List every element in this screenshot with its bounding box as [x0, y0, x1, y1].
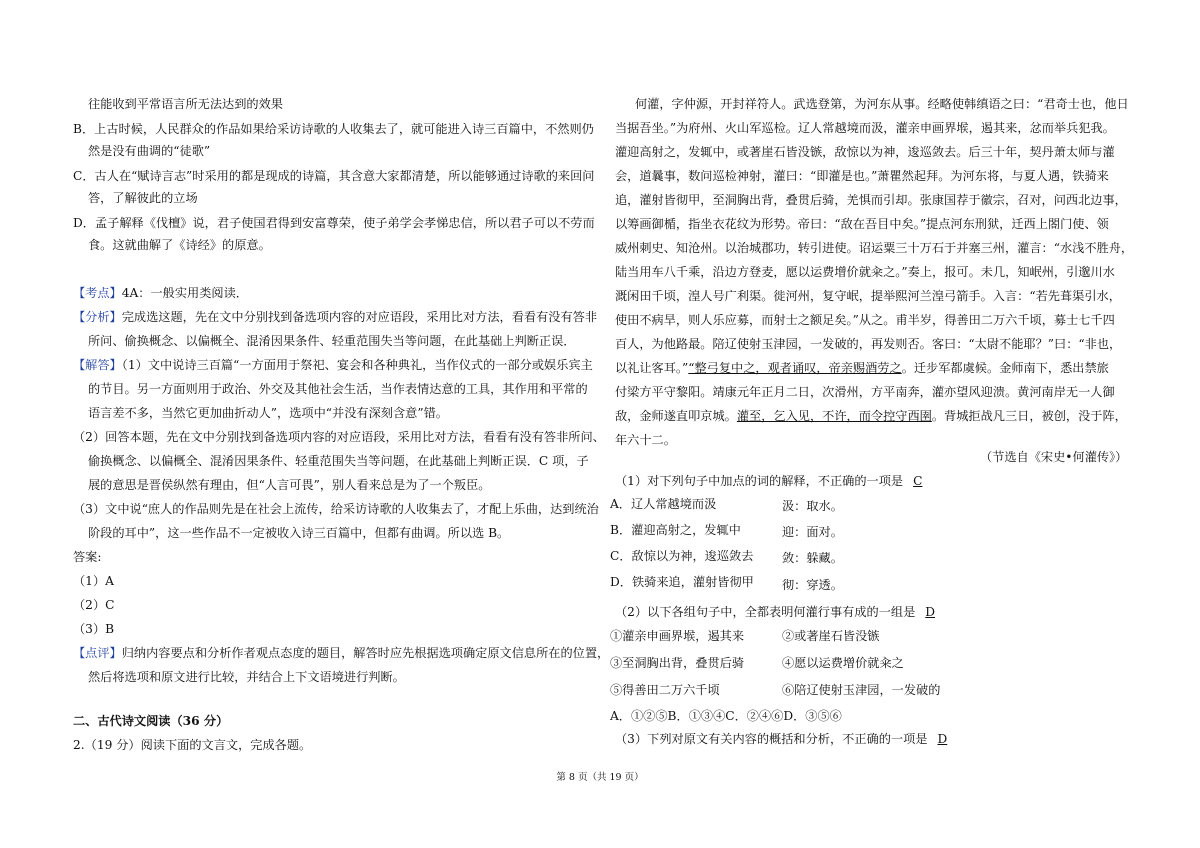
- q2-stem: [615, 604, 945, 620]
- passage-line-5: 追，灌射皆彻甲，至洞胸出背，叠贯后骑，羌惧而引却。张康国荐于徽宗，召对，问西北边事，: [615, 193, 1127, 207]
- passage-line-6: 以筹画御楯，指坐衣花纹为形势。帝曰：“敌在吾目中矣。”提点河东刑狱，迁西上閤门使、领: [615, 217, 1109, 231]
- dianping-line2: 然后将选项和原文进行比较，并结合上下文语境进行判断。: [88, 670, 405, 684]
- passage-line-14-post: 。背城拒战凡三日，被创，没于阵，: [931, 409, 1127, 423]
- passage-line-12: [615, 360, 1109, 376]
- underlined-sentence-2: 灌至，乞入见，不许，而令控守西圉: [736, 409, 932, 423]
- option-a-tail: 往能收到平常语言所无法达到的效果: [88, 97, 283, 111]
- q2-item-1: ①灌亲申画界堠，遏其来: [610, 629, 745, 643]
- q3-text: （3）下列对原文有关内容的概括和分析，不正确的一项是: [615, 732, 928, 746]
- q2-choices: A．①②⑤B．①③④C．②④⑥D．③⑤⑥: [610, 709, 842, 723]
- jieda-line8: 阶段的耳中”，这一些作品不一定被收入诗三百篇中，但都有曲调。所以选 B。: [88, 526, 510, 540]
- dianping-line1: [73, 645, 609, 661]
- kaodian-line: [73, 285, 248, 301]
- passage-line-7: 威州刺史、知沧州。以治城郡功，转引进使。诏运粟三十万石于并塞三州，灌言：“水浅不胜舟，: [615, 241, 1134, 255]
- jieda-line6: 展的意思是晋侯纵然有理由，但“人言可畏”，别人看来总是为了一个叛臣。: [88, 478, 491, 492]
- underlined-sentence-1: “整弓复中之，观者诵叹，帝亲赐酒劳之: [688, 361, 902, 375]
- jieda-line2: 的节目。另一方面则用于政治、外交及其他社会生活，当作表情达意的工具，其作用和平常的: [88, 382, 588, 396]
- option-c-line1: C．古人在“赋诗言志”时采用的都是现成的诗篇，其含意大家都清楚，所以能够通过诗歌的来回问: [73, 169, 595, 183]
- fenxi-text: 完成选这题，先在文中分别找到备选项内容的对应语段，采用比对方法，看看有没有答非: [121, 310, 598, 324]
- page-footer: 第 8 页（共 19 页）: [556, 772, 644, 783]
- q1-option-a-gloss: 汲：取水。: [782, 499, 843, 513]
- option-d-line2: 食。这就曲解了《诗经》的原意。: [88, 238, 271, 252]
- q2-item-5: ⑤得善田二万六千顷: [610, 683, 720, 697]
- question-intro: 2.（19 分）阅读下面的文言文，完成各题。: [73, 738, 312, 752]
- q2-item-2: ②或著崖石皆没镞: [782, 629, 880, 643]
- passage-line-10: 使田不病旱，则人乐应募，而射士之额足矣。”从之。甫半岁，得善田二万六千顷，募士七千四: [615, 313, 1115, 327]
- passage-line-1: 何灌，字仲源，开封祥符人。武选登第，为河东从事。经略使韩缜语之曰：“君奇士也，他日: [635, 97, 1129, 111]
- section-title: 二、古代诗文阅读（36 分）: [73, 714, 229, 728]
- jieda-line4: （2）回答本题，先在文中分别找到备选项内容的对应语段，采用比对方法，看看有没有答非所问、: [73, 430, 605, 444]
- answer-1: （1）A: [73, 574, 114, 588]
- source-citation: （节选自《宋史•何灌传》）: [980, 450, 1128, 464]
- jieda-line5: 偷换概念、以偏概全、混淆因果条件、轻重范围失当等问题，在此基础上判断正误．C 项，子: [88, 454, 589, 468]
- q2-item-3: ③至洞胸出背，叠贯后骑: [610, 656, 745, 670]
- q2-text: （2）以下各组句子中，全都表明何灌行事有成的一组是: [615, 605, 916, 619]
- q2-item-4: ④愿以运费增价就籴之: [782, 656, 904, 670]
- passage-line-2: 当据吾坐。”为府州、火山军巡检。辽人常越境而汲，灌亲申画界堠，遏其来，忿而举兵犯我。: [615, 121, 1115, 135]
- passage-line-8: 陆当用车八千乘，沿边方登麦，愿以运费增价就籴之。”奏上，报可。未几，知岷州，引邈川水: [615, 265, 1115, 279]
- passage-line-14: [615, 408, 1127, 424]
- answer-2: （2）C: [73, 598, 115, 612]
- passage-line-12-post: 。迁步军都虞候。金师南下，悉出禁旅: [901, 361, 1109, 375]
- jieda-text: （1）文中说诗三百篇“一方面用于祭祀、宴会和各种典礼，当作仪式的一部分或娱乐宾主: [121, 358, 593, 372]
- option-b-line1: B．上古时候，人民群众的作品如果给采访诗歌的人收集去了，就可能进入诗三百篇中，不然则仍: [73, 122, 594, 136]
- passage-line-12-pre: 以礼让客耳。”: [615, 361, 689, 375]
- q1-option-a: A．辽人常越境而汲: [610, 497, 717, 511]
- q1-option-b: B．灌迎高射之，发辄中: [610, 523, 741, 537]
- q1-option-b-gloss: 迎：面对。: [782, 525, 843, 539]
- q1-option-d-gloss: 彻：穿透。: [782, 578, 843, 592]
- q1-answer: C: [913, 474, 923, 488]
- passage-line-3: 灌迎高射之，发辄中，或著崖石皆没镞，敌惊以为神，逡巡敛去。后三十年，契丹萧太师与灌: [615, 145, 1115, 159]
- q1-stem: [615, 473, 932, 489]
- q3-stem: [615, 731, 957, 747]
- jieda-line7: （3）文中说“庶人的作品则先是在社会上流传，给采访诗歌的人收集去了，才配上乐曲，达到统治: [73, 502, 599, 516]
- jieda-line1: [73, 357, 593, 373]
- option-c-line2: 答，了解彼此的立场: [88, 191, 198, 205]
- fenxi-line1: [73, 309, 597, 325]
- passage-line-13: 付梁方平守黎阳。靖康元年正月二日，次滑州，方平南奔，灌亦望风迎溃。黄河南岸无一人御: [615, 385, 1115, 399]
- passage-line-11: 百人，为他路最。陪辽使射玉津园，一发破的，再发则否。客曰：“太尉不能耶？”曰：“非也，: [615, 337, 1122, 351]
- answer-3: （3）B: [73, 622, 115, 636]
- jieda-line3: 语言差不多，当然它更加曲折动人”，选项中“并没有深刻含意”错。: [88, 406, 448, 420]
- fenxi-tag: 【分析】: [73, 310, 122, 324]
- q1-option-c: C．敌惊以为神，逡巡敛去: [610, 549, 754, 563]
- answer-label: 答案:: [73, 550, 102, 564]
- dianping-text: 归纳内容要点和分析作者观点态度的题目，解答时应先根据选项确定原文信息所在的位置，: [121, 646, 610, 660]
- q1-text: （1）对下列句子中加点的词的解释，不正确的一项是: [615, 474, 904, 488]
- kaodian-tag: 【考点】: [73, 286, 122, 300]
- q3-answer: D: [937, 732, 948, 746]
- dianping-tag: 【点评】: [73, 646, 122, 660]
- jieda-tag: 【解答】: [73, 358, 122, 372]
- passage-line-4: 会，道曩事，数问巡检神射，灌曰：“即灌是也。”萧瞿然起拜。为河东将，与夏人遇，铁骑来: [615, 169, 1109, 183]
- q1-option-d: D．铁骑来追，灌射皆彻甲: [610, 575, 754, 589]
- option-b-line2: 然是没有曲调的“徒歌”: [88, 144, 211, 158]
- passage-line-15: 年六十二。: [615, 433, 676, 447]
- q2-answer: D: [925, 605, 936, 619]
- q1-option-c-gloss: 敛：躲藏。: [782, 551, 843, 565]
- option-d-line1: D．孟子解释《伐檀》说，君子使国君得到安富尊荣，使子弟学会孝悌忠信，所以君子可以不劳而: [73, 216, 595, 230]
- kaodian-text: 4A：一般实用类阅读．: [121, 286, 248, 300]
- passage-line-9: 溉闲田千顷，湟人号广利渠。徙河州，复守岷，提举熙河兰湟弓箭手。入言：“若先葺渠引水，: [615, 289, 1121, 303]
- q2-item-6: ⑥陪辽使射玉津园，一发破的: [782, 683, 941, 697]
- fenxi-line2: 所问、偷换概念、以偏概全、混淆因果条件、轻重范围失当等问题，在此基础上判断正误．: [88, 334, 576, 348]
- passage-line-14-pre: 敌，金师遂直叩京城。: [615, 409, 737, 423]
